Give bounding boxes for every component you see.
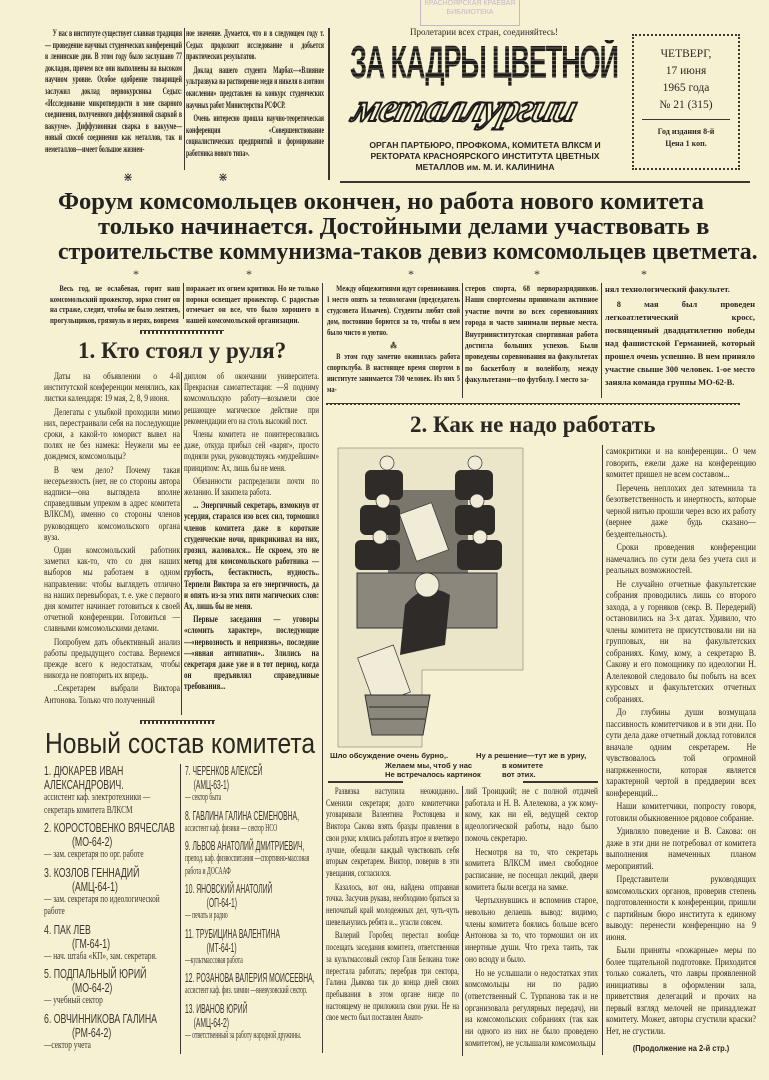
list-item: 3. КОЗЛОВ ГЕННАДИЙ (АМЦ-64-1) — зам. секретаря по идеологической работе <box>44 865 160 917</box>
column-divider <box>328 28 330 180</box>
column-divider <box>181 372 182 715</box>
list-item: 10. ЯНОВСКИЙ АНАТОЛИЙ (ОП-64-1) — печать и радио <box>185 882 273 921</box>
list-item: 13. ИВАНОВ ЮРИЙ (АМЦ-64-2) — ответственный за работу народной дружины. <box>185 1001 302 1041</box>
list-item: 1. ДЮКАРЕВ ИВАН АЛЕКСАНДРОВИЧ. ассистент каф. электротехники — секретарь комитета ВЛКСМ <box>44 764 151 816</box>
list-item: 2. КОРОСТОВЕНКО ВЯЧЕСЛАВ (МО-64-2) — зам. секретаря по орг. работе <box>44 821 175 860</box>
article2-right-col: самокритики и на конференции.. О чем говорить, ежели даже на конференцию комитет пришел не всем составом... Перечень неплохих дел затемнила та безответственность и инертность, которые черной нитью прошли через всю их работу (вернее даже будь сказано—бездеятельность). Сроки проведения конференции намечались по сути дела без учета сил и реальных возможностей. Не случайно отчетные факультетские собрания проводились лишь со второго захода, а у горняков (секр. В. Передерий) остановились на 3-х датах. Удивило, что члены комитета не присутствовали ни на групповых, ни на факультетских собраниях. Кому, кому, а секретарю В. Сакову и его помощнику по идеологии Н. Алелековой следовало бы побыть на всех курсовых и факультетских отчетных собраниях. До глубины души возмущала пассивность комитетчиков и в эти дни. По сути дела даже отчетный доклад готовился вначале одним секретарем. Не чувствовалось той огромной напряженности, которая является характерной чертой в преддверии всех конференций... Наши комитетчики, попросту говоря, готовили обыкновенное рядовое собрание. Удивляло поведение и В. Сакова: он даже в эти дни не потребовал от комитета выполнения намеченных планом мероприятий. Представители руководящих комсомольских органов, проверив степень подготовленности к конференции, пришли с партийным бюро института к единому выводу: перенести конференцию на 9 июня. Были приняты «пожарные» меры по более тщательной подготовке. Приходится только сожалеть, что лавры проявленной инициативы в оформлении зала, приветствия делегаций и прочих на первый взгляд мелочей не принадлежат комитету. Может, авторы сгустили краски? Нет, не сгустили. (Продолжение на 2-й стр.) <box>606 446 756 1053</box>
sport-col3: нял технологический факультет. 8 мая был проведен легкоатлетический кросс, посвященный двадцатилетию победы над фашистской Германией, который прошел очень успешно. В нем приняло участие свыше 300 человек. 1-ое место заняла команда группы МО-62-В. <box>605 284 755 387</box>
column-divider <box>462 786 463 1056</box>
top-article-col2: ное значение. Думается, что и в следующем году т. Седых продолжит исследование и добьется практических результатов. Доклад нашего студента Марбах—«Влияние ультразвука на растворение меди и никеля в азотном окислении» представлен на конкурс студенческих научных работ Министерства РСФСР. Очень интересно прошла научно-теоретическая конференция «Совершенствование социалистических предприятий и формирование работника нового типа». <box>186 28 324 158</box>
header-rule <box>340 181 750 183</box>
decorative-rule <box>140 720 215 724</box>
asterism-icon: * <box>641 267 647 281</box>
list-item: 11. ТРУБИЦИНА ВАЛЕНТИНА (МТ-64-1) —культмассовая работа <box>185 926 280 966</box>
column-divider <box>602 445 603 1055</box>
sport-col2: стеров спорта, 68 перворазрядников. Наши спортсмены принимали активное участие почти во всех соревнованиях города и часто занимали первые места. Внутриинститутская спортивная работа достигла больших успехов. Были проведены соревнования на факультетах по баскетболу и волейболу, между факультетами—по футболу. I место за- <box>465 283 598 385</box>
masthead-logo: ЗА КАДРЫ ЦВЕТНОЙ металлургии <box>348 36 618 130</box>
edition-year: Год издания 8-й <box>657 127 715 136</box>
article1-col2: диплом об окончании университета. Прекрасная самоаттестация: —Я подниму комсомольскую работу—возымели свое решающее магическое действие при рекомендации его на столь высокий пост. Члены комитета не поинтересовались даже, откуда прибыл сей «варяг», просто подняли руки, руководствуясь «мудрейшим» принципом: Ах, лишь бы не меня. Обязанности распределили почти по желанию. И закипела работа. ... Энергичный секретарь, взмокнув от усердия, старался изо всех сил, тормошил членов комитета даже в короткие студенческие ночи, прикрикивал на них, грозил, жаловался... Не скроем, это не метод для комсомольского работника — грубость, бестактность, нудность.. Терпели Виктора за его энергичность, да и опять из-за этих пяти магических слов: Ах, лишь бы не меня. Первые заседания — уговоры «сломить характер», последующие—«нервозность и неприязнь», последние—«явная антипатия».. Злились на секретаря даже уже и в тот период, когда он предъявлял справедливые требования... <box>184 371 319 692</box>
committee-list-col1 <box>44 764 176 1056</box>
asterism-icon: * <box>534 267 540 281</box>
committee-list-col2 <box>185 764 317 1046</box>
column-divider <box>462 283 463 398</box>
continued-note: (Продолжение на 2-й стр.) <box>632 1043 730 1053</box>
asterism-icon: * <box>133 267 139 281</box>
intro-col1: Весь год, не ослабевая, горит наш комсомольский прожектор, зорко стоит он на страже, следит, чтобы не было лентяев, прогульщиков, грязнуль и нерях, вовремя <box>50 283 180 325</box>
price: Цена 1 коп. <box>665 139 707 148</box>
list-item: 4. ПАК ЛЕВ (ГМ-64-1) — нач. штаба «КП», зам. секретаря. <box>44 922 157 962</box>
column-divider <box>180 764 181 1054</box>
column-divider <box>183 283 184 319</box>
masthead-slogan: Пролетарии всех стран, соединяйтесь! <box>410 27 558 37</box>
list-item: 5. ПОДПАЛЬНЫЙ ЮРИЙ (МО-64-2) — учебный сектор <box>44 967 147 1006</box>
front-headline: Форум комсомольцев окончен, но работа нового комитета только начинается. Достойными делами участвовать в строительстве коммунизма-таков девиз комсомольцев цветмета. <box>58 188 758 265</box>
cartoon-illustration <box>335 445 560 750</box>
list-item: 12. РОЗАНОВА ВАЛЕРИЯ МОИСЕЕВНА, ассистент каф. физ. химии —вневузовский сектор. <box>185 971 315 996</box>
masthead-organ: ОРГАН ПАРТБЮРО, ПРОФКОМА, КОМИТЕТА ВЛКСМ И РЕКТОРАТА КРАСНОЯРСКОГО ИНСТИТУТА ЦВЕТНЫХ МЕТАЛЛОВ им. М. И. КАЛИНИНА <box>369 140 601 172</box>
list-item: 8. ГАВЛИНА ГАЛИНА СЕМЕНОВНА, ассистент каф. физики — сектор НСО <box>185 808 299 834</box>
weekday: ЧЕТВЕРГ, <box>660 48 712 60</box>
column-divider <box>184 28 185 170</box>
decorative-rule <box>140 330 224 334</box>
asterism-icon: * <box>246 267 252 281</box>
date: 17 июня <box>665 65 707 77</box>
section-divider <box>322 283 323 1053</box>
asterism-icon: ⁂ <box>390 340 397 350</box>
asterism-icon: ⋇ <box>218 170 229 184</box>
date-box-divider <box>642 119 730 120</box>
caption-rule <box>328 781 403 783</box>
sport-col1: Между общежитиями идут соревнования. I место опять за технологами (председатель студсовета Ильичев). Студенты любят свой дом, постоянно борются за то, чтобы в нем было чисто и уютно. ⁂ В этом году заметно оживилась работа спортклуба. В настоящее время спортом в институте занимается 730 человек. Из них 5 ма- <box>327 283 460 394</box>
article1-col1: Даты на объявлении о 4-й институтской конференции менялись, как листки календаря: 19 мая, 2, 8, 9 июня. Делегаты с улыбкой проходили мимо них, перестраивали себя на последующие сроки, а какой-то юморист вывел на полях не без намека: Неужели мы ее дождемся, комсомольцы? В чем дело? Почему такая несерьезность (нет, не со стороны автора надписи—она выглядела вполне справедливым упреком в адрес комитета ВЛКСМ), именно со стороны членов руководящего комсомольского органа вуза. Один комсомольский работник заметил как-то, что со дня наших выборов мы работаем в одном направлении: чтобы выглядеть отлично на наших перевыборах, т. е. уже с первого дня комитет начинает готовиться к своей отчетной конференции. Готовиться — славными комсомольскими делами. Попробуем дать объективный анализ работы предыдущего состава. Вернемся прежде всего к недостаткам, чтобы никогда не повторить их впредь. ..Секретарем выбрали Виктора Антонова. Только что полученный <box>44 371 180 705</box>
article2-bottom-col2: лий Троицкий; не с полной отдачей работала и Н. В. Алелекова, а уж кому-кому, как ни ей, ведущей сектор идеологической работы, надо было помочь секретарю. Несмотря на то, что секретарь комитета ВЛКСМ имел свободное расписание, не посещал лекций, двери комитета были всегда на замке. Чертыхнувшись и вспомнив старое, невольно делаешь вывод: видимо, члены комитета боялись больше всего Антонова за то, что тормошил он их инертные души. Что греха таить, так оно всюду и было. Но не услышали о недостатках этих комсомольцы ни по радио (ответственный С. Турпанова так и не организовала регулярных передач), ни на комсомольских собраниях (так как ни одного из них не было проведено комитетом), не услышали комсомольцы <box>465 786 598 1048</box>
illustration-caption: Шло обсуждение очень бурно,. Желаем мы, чтоб у нас Не встречалось картинок Ну а решение—тут же в урну, в комитете вот этих. <box>330 751 587 779</box>
year: 1965 года <box>662 82 710 94</box>
article2-bottom-col1: Развязка наступила неожиданно.. Сменили секретаря; долго комитетчики уговаривали Валентина Ростовцева и Виктора Сакова взять бразды правления в свои руки; клялись работать втрое и вчетверо лучше, обещали каждый чувствовать себя вторым секретарем. Виктор, поверив в эти увещания, согласился. Казалось, вот она, найдена отправная точка. Засучив рукава, необходимо браться за непочатый край молодежных дел, чуть-чуть шевельнулись ребята и... угасли совсем. Валерий Горобец перестал вообще посещать заседания комитета, ответственная за культмассовый сектор Галя Белкина тоже перестала работать; перебрав три сектора, Галина Дьякова так до конца дней своих пребывания в этом органе нигде по настоящему не приложила свои руки. Не на свое место был поставлен Анато- <box>326 786 459 1023</box>
date-box <box>632 34 740 170</box>
article2-title: 2. Как не надо работать <box>410 412 656 437</box>
list-item: 9. ЛЬВОВ АНАТОЛИЙ ДМИТРИЕВИЧ, препод. каф. физвоспитания —спортивно-массовая работа и ДОСААФ <box>185 839 310 877</box>
asterism-icon: * <box>408 267 414 281</box>
list-item: 7. ЧЕРЕНКОВ АЛЕКСЕЙ (АМЦ-63-1) — сектор быта <box>185 764 263 803</box>
committee-title: Новый состав комитета <box>45 728 316 760</box>
asterism-icon: ⋇ <box>123 170 134 184</box>
intro-col2: поражает их огнем критики. Но не только пороки освещает прожектор. С радостью отмечает он все, что было хорошего в нашей комсомольской организации. <box>186 283 319 325</box>
issue-number: № 21 (315) <box>659 99 713 111</box>
caption-rule <box>523 781 598 783</box>
column-divider <box>601 283 602 398</box>
article1-title: 1. Кто стоял у руля? <box>78 338 287 363</box>
committee-title-wrap <box>45 727 317 761</box>
list-item: 6. ОВЧИННИКОВА ГАЛИНА (РМ-64-2) —сектор учета <box>44 1011 158 1051</box>
decorative-rule <box>326 403 740 405</box>
top-article-col1: У нас в институте существует славная традиция — проведение научных студенческих конференций в ленинские дни. В этом году было заслушано 77 докладов, причем все они выполнены на высоком научном уровне. Особое одобрение товарищей заслужил доклад первокурсника Седых: «Исследование микротвердости в зоне сварного соединения, полученного диффузионной сваркой в вакууме». Диффузионная сварка в вакууме—новый способ соединения как металлов, так и неметаллов—имеет большое жизнен- <box>45 28 183 154</box>
library-stamp: КРАСНОЯРСКАЯ КРАЕВАЯ БИБЛИОТЕКА <box>420 0 520 26</box>
